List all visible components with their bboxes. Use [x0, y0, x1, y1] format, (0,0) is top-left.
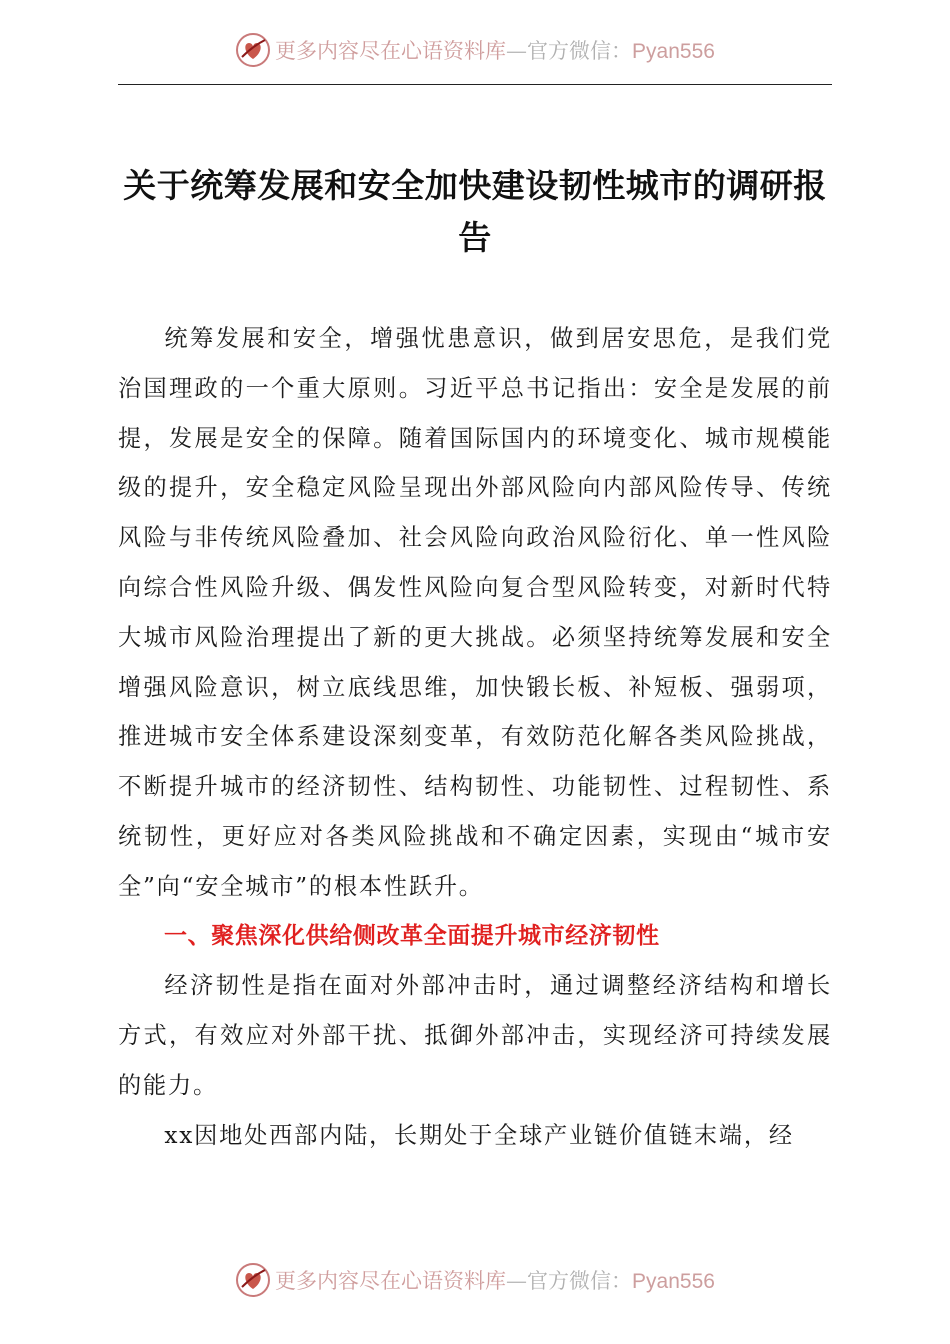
- section-paragraph: 经济韧性是指在面对外部冲击时，通过调整经济结构和增长方式，有效应对外部干扰、抵御外部冲击，实现经济可持续发展的能力。: [118, 972, 832, 1099]
- watermark-contact: 官方微信：: [527, 39, 633, 63]
- section-heading: 一、聚焦深化供给侧改革全面提升城市经济韧性: [164, 922, 660, 949]
- document-title: 关于统筹发展和安全加快建设韧性城市的调研报告: [123, 166, 827, 257]
- watermark-main: 更多内容尽在心语资料库: [275, 39, 507, 63]
- watermark-text: [275, 35, 715, 65]
- document-body: [118, 314, 832, 1161]
- watermark-id: Pyan556: [632, 40, 715, 63]
- watermark-dash: —: [506, 39, 528, 63]
- heart-logo-icon: [235, 32, 271, 68]
- section-paragraph: xx因地处西部内陆，长期处于全球产业链价值链末端，经: [164, 1121, 794, 1149]
- watermark-main: 更多内容尽在心语资料库: [275, 1269, 507, 1293]
- watermark-contact: 官方微信：: [527, 1269, 633, 1293]
- watermark-id: Pyan556: [632, 1270, 715, 1293]
- footer-watermark: [0, 1258, 950, 1302]
- heart-logo-icon: [235, 1262, 271, 1298]
- header-divider: [118, 84, 832, 85]
- watermark-dash: —: [506, 1269, 528, 1293]
- intro-paragraph: 统筹发展和安全，增强忧患意识，做到居安思危，是我们党治国理政的一个重大原则。习近平总书记指出：安全是发展的前提，发展是安全的保障。随着国际国内的环境变化、城市规模能级的提升，安全稳定风险呈现出外部风险向内部风险传导、传统风险与非传统风险叠加、社会风险向政治风险衍化、单一性风险向综合性风险升级、偶发性风险向复合型风险转变，对新时代特大城市风险治理提出了新的更大挑战。必须坚持统筹发展和安全增强风险意识，树立底线思维，加快锻长板、补短板、强弱项，推进城市安全体系建设深刻变革，有效防范化解各类风险挑战，不断提升城市的经济韧性、结构韧性、功能韧性、过程韧性、系统韧性，更好应对各类风险挑战和不确定因素，实现由“城市安全”向“安全城市”的根本性跃升。: [118, 325, 832, 900]
- header-watermark: [0, 28, 950, 72]
- watermark-text: [275, 1265, 715, 1295]
